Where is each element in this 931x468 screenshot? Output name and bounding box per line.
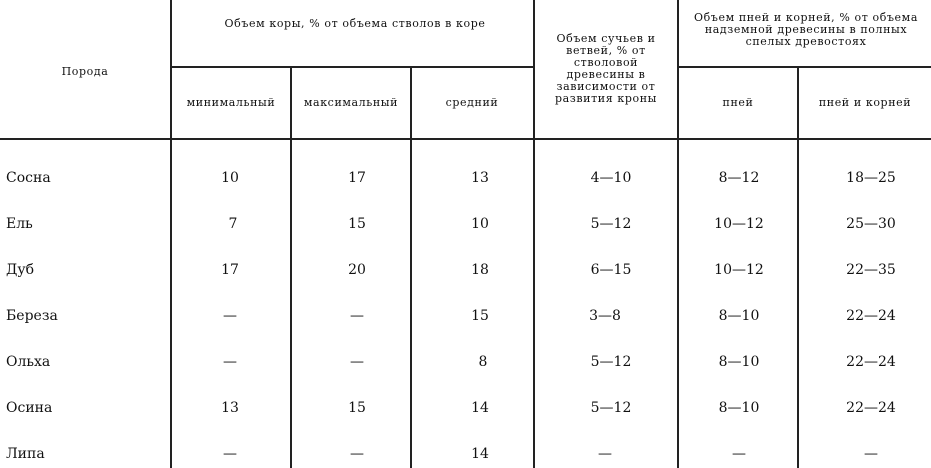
header-species: Порода xyxy=(61,65,109,78)
stumps-roots-value: — xyxy=(864,446,878,462)
bark-max-value: 17 xyxy=(348,170,366,186)
stumps-value: 10—12 xyxy=(714,216,764,232)
stumps-roots-value: 22—24 xyxy=(846,308,896,324)
stumps-roots-value: 22—35 xyxy=(846,262,896,278)
bark-max-value: 15 xyxy=(348,400,366,416)
bark-min-value: 17 xyxy=(221,262,239,278)
bark-avg-value: 15 xyxy=(471,308,489,324)
bark-max-value: — xyxy=(350,446,364,462)
bark-min-value: 10 xyxy=(221,170,239,186)
bark-min-value: — xyxy=(223,354,237,370)
stumps-roots-value: 18—25 xyxy=(846,170,896,186)
bark-avg-value: 8 xyxy=(478,354,488,370)
branches-value: — xyxy=(598,446,612,462)
branches-value: 6—15 xyxy=(590,262,632,278)
species-name: Ольха xyxy=(6,354,51,370)
branches-value: 5—12 xyxy=(590,400,632,416)
header-bark-avg: средний xyxy=(445,96,499,109)
bark-avg-value: 14 xyxy=(471,400,489,416)
col-rule xyxy=(410,66,412,468)
header-stumps-group: Объем пней и корней, % от объема надземной древесины в полных спелых древостоях xyxy=(694,11,918,48)
bark-min-value: — xyxy=(223,308,237,324)
bark-max-value: — xyxy=(350,354,364,370)
header-bark-min: минимальный xyxy=(186,96,276,109)
stumps-value: 8—10 xyxy=(718,400,760,416)
col-rule xyxy=(797,66,799,468)
header-bark-group: Объем коры, % от объема стволов в коре xyxy=(224,17,486,30)
bark-max-value: — xyxy=(350,308,364,324)
stumps-roots-value: 22—24 xyxy=(846,354,896,370)
header-subrule xyxy=(170,66,535,68)
header-rule xyxy=(0,138,931,140)
stumps-value: 8—10 xyxy=(718,308,760,324)
col-rule xyxy=(170,0,172,468)
bark-avg-value: 18 xyxy=(471,262,489,278)
species-name: Осина xyxy=(6,400,53,416)
header-bark-max: максимальный xyxy=(303,96,399,109)
stumps-roots-value: 22—24 xyxy=(846,400,896,416)
species-name: Дуб xyxy=(6,262,35,278)
stumps-roots-value: 25—30 xyxy=(846,216,896,232)
stumps-value: 10—12 xyxy=(714,262,764,278)
header-stumps-roots: пней и корней xyxy=(818,96,912,109)
header-stumps: пней xyxy=(722,96,754,109)
bark-avg-value: 13 xyxy=(471,170,489,186)
stumps-value: 8—10 xyxy=(718,354,760,370)
stumps-value: — xyxy=(732,446,746,462)
col-rule xyxy=(533,0,535,468)
col-rule xyxy=(290,66,292,468)
species-name: Сосна xyxy=(6,170,51,186)
bark-avg-value: 10 xyxy=(471,216,489,232)
branches-value: 5—12 xyxy=(590,216,632,232)
branches-value: 4—10 xyxy=(590,170,632,186)
species-name: Ель xyxy=(6,216,33,232)
header-subrule xyxy=(677,66,931,68)
col-rule xyxy=(677,0,679,468)
bark-avg-value: 14 xyxy=(471,446,489,462)
bark-max-value: 15 xyxy=(348,216,366,232)
bark-min-value: 7 xyxy=(228,216,238,232)
stumps-value: 8—12 xyxy=(718,170,760,186)
bark-min-value: — xyxy=(223,446,237,462)
species-name: Береза xyxy=(6,308,58,324)
bark-max-value: 20 xyxy=(348,262,366,278)
branches-value: 5—12 xyxy=(590,354,632,370)
species-name: Липа xyxy=(6,446,45,462)
bark-min-value: 13 xyxy=(221,400,239,416)
branches-value: 3—8 xyxy=(589,308,621,324)
header-branches: Объем сучьев и ветвей, % от стволовой древесины в зависимости от развития кроны xyxy=(554,32,657,105)
